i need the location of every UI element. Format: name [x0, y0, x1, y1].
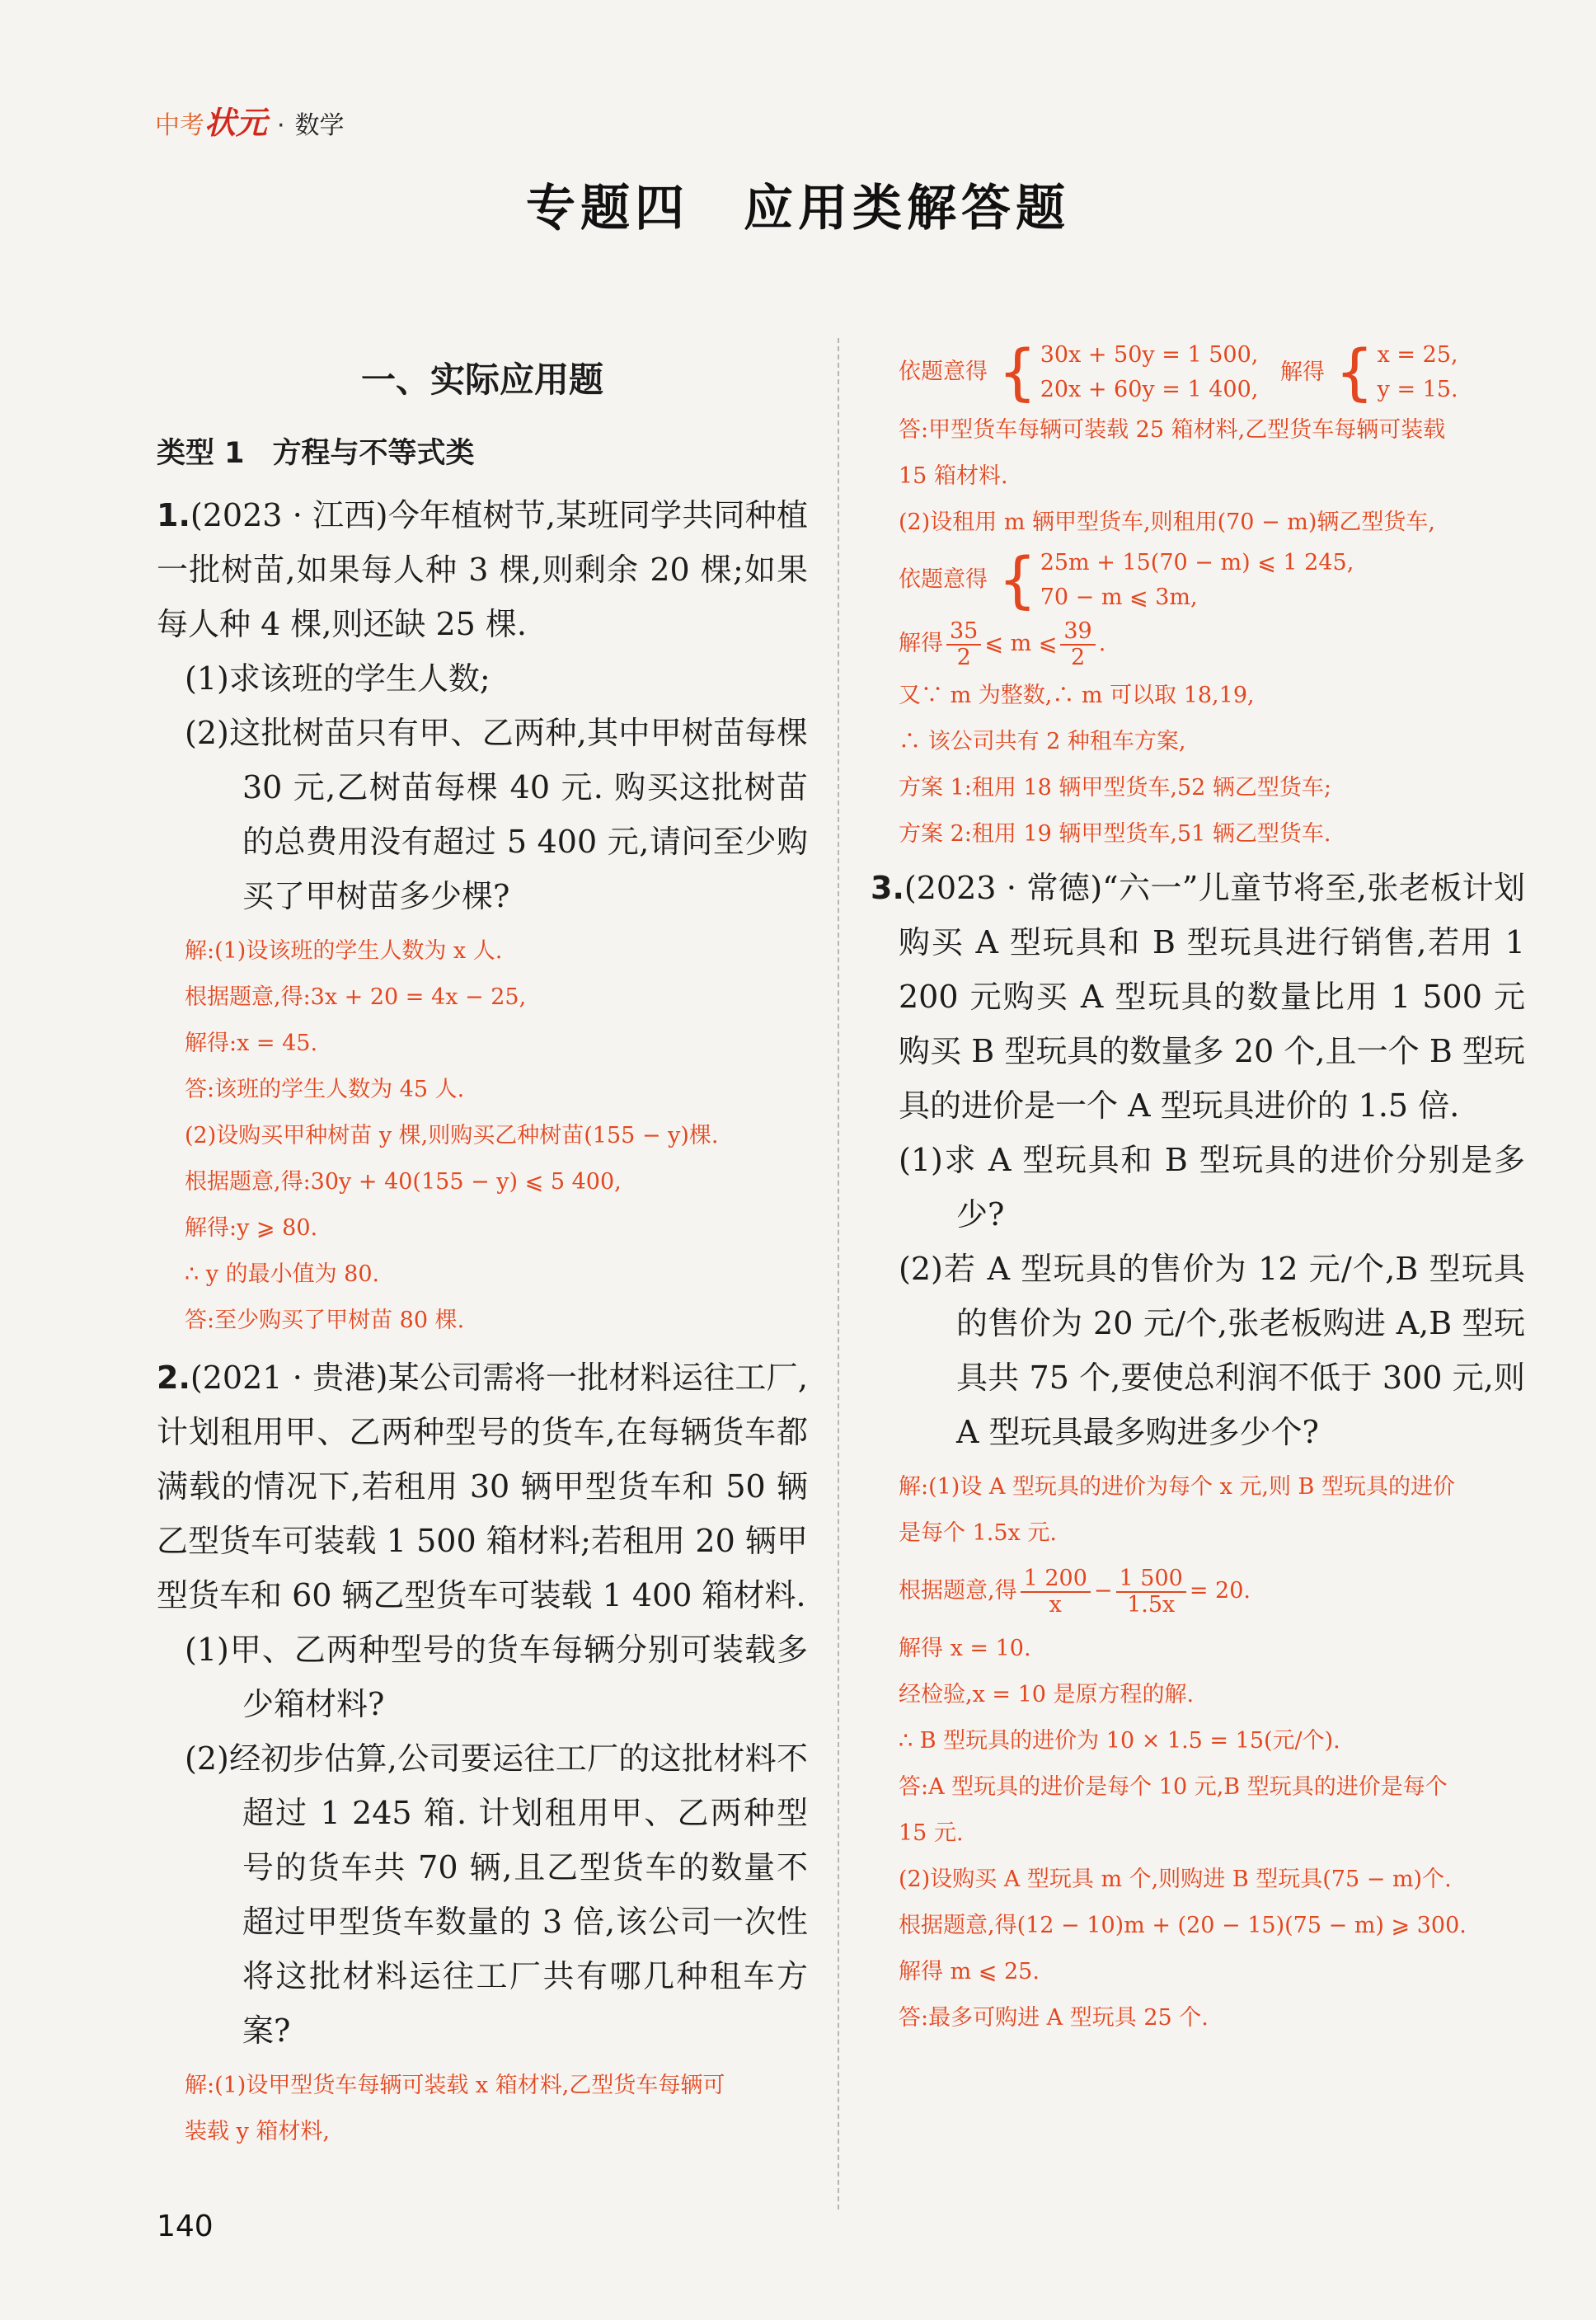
fraction-numerator: 1 200: [1021, 1566, 1091, 1593]
solution-line: 答:最多可购进 A 型玩具 25 个.: [899, 2005, 1209, 2031]
page-title: 专题四 应用类解答题: [526, 180, 1070, 237]
solution-line: 解得:x = 45.: [185, 1031, 318, 1056]
fraction-numerator: 1 500: [1116, 1566, 1186, 1593]
problem2-q2: (2)经初步估算,公司要运往工厂的这批材料不超过 1 245 箱. 计划租用甲、乙两种型号的货车共 70 辆,且乙型货车的数量不超过甲型货车数量的 3 倍,该公司一次性将这批材料运往工厂共有哪几种租车方案?: [185, 1740, 808, 2049]
solution-line: 根据题意,得:30y + 40(155 − y) ⩽ 5 400,: [185, 1169, 622, 1195]
solution-line: 又∵ m 为整数,∴ m 可以取 18,19,: [899, 683, 1255, 708]
solve-prefix: 解得: [899, 631, 943, 656]
solution-line: 根据题意,得(12 − 10)m + (20 − 15)(75 − m) ⩾ 300.: [899, 1913, 1467, 1938]
brace-icon: {: [998, 337, 1037, 408]
right-column: [871, 337, 1525, 2041]
brand-part1: 中考: [155, 111, 204, 140]
solution-line: ∴ 该公司共有 2 种租车方案,: [899, 729, 1186, 754]
eq-minus: −: [1093, 1578, 1113, 1604]
solution-line: ∴ y 的最小值为 80.: [185, 1261, 380, 1287]
section-title: 一、实际应用题: [360, 359, 603, 400]
solution-line: 15 元.: [899, 1820, 964, 1846]
sys1-block: [995, 338, 1259, 407]
sys2-prefix: 依题意得: [899, 566, 988, 593]
solution-line: 答:甲型货车每辆可装载 25 箱材料,乙型货车每辆可装载: [899, 417, 1446, 443]
solution-line: 解得 x = 10.: [899, 1636, 1031, 1661]
fraction-numerator: 39: [1060, 619, 1095, 646]
solution-line: 方案 1:租用 18 辆甲型货车,52 辆乙型货车;: [899, 775, 1331, 801]
solution-line: 解:(1)设该班的学生人数为 x 人.: [185, 938, 503, 964]
problem1-text: (2023 · 江西)今年植树节,某班同学共同种植一批树苗,如果每人种 3 棵,则剩余 20 棵;如果每人种 4 棵,则还缺 25 棵.: [157, 497, 808, 642]
sys1-prefix: 依题意得: [899, 359, 988, 385]
brace-icon: {: [1335, 337, 1374, 408]
sys1-eq1: 30x + 50y = 1 500,: [1040, 342, 1259, 368]
fraction-2: [1116, 1566, 1186, 1618]
solution-line: 答:该班的学生人数为 45 人.: [185, 1077, 465, 1102]
problem1-stem: [157, 488, 808, 651]
problem1-solution: [157, 928, 808, 1344]
type-label: 类型 1: [157, 437, 245, 470]
solution-line: 15 箱材料.: [899, 463, 1008, 489]
column-divider: [838, 338, 839, 2210]
type-title: [157, 430, 808, 472]
sys1-r2: y = 15.: [1377, 377, 1458, 402]
problem1-number: 1.: [157, 497, 190, 533]
solution-line: 解:(1)设 A 型玩具的进价为每个 x 元,则 B 型玩具的进价: [899, 1474, 1455, 1500]
fraction-denominator: x: [1049, 1591, 1062, 1618]
sys1-r1: x = 25,: [1377, 342, 1458, 368]
page-number: 140: [157, 2210, 214, 2243]
problem3-number: 3.: [871, 870, 904, 906]
fraction-denominator: 2: [956, 644, 971, 670]
problem3-text: (2023 · 常德)“六一”儿童节将至,张老板计划购买 A 型玩具和 B 型玩具进行销售,若用 1 200 元购买 A 型玩具的数量比用 1 500 元购买 B 型玩具的数量多 20 个,且一个 B 型玩具的进价是一个 A 型玩具进价的 1.5 倍.: [899, 870, 1525, 1124]
problem3-q2: (2)若 A 型玩具的售价为 12 元/个,B 型玩具的售价为 20 元/个,张老板购进 A,B 型玩具共 75 个,要使总利润不低于 300 元,则 A 型玩具最多购进多少个?: [899, 1251, 1525, 1450]
system-of-inequalities: [899, 546, 1525, 615]
solution-line: (2)设租用 m 辆甲型货车,则租用(70 − m)辆乙型货车,: [899, 510, 1435, 535]
subject-label: 数学: [294, 111, 345, 140]
sys2-eq2: 70 − m ⩽ 3m,: [1040, 585, 1198, 610]
fraction-b: [1060, 619, 1095, 670]
inequality-solution: [899, 615, 1525, 673]
solution-line: 根据题意,得:3x + 20 = 4x − 25,: [185, 984, 527, 1010]
problem1-q2: (2)这批树苗只有甲、乙两种,其中甲树苗每棵 30 元,乙树苗每棵 40 元. 购买这批树苗的总费用没有超过 5 400 元,请问至少购买了甲树苗多少棵?: [185, 715, 808, 914]
solve-mid: ⩽ m ⩽: [984, 631, 1058, 656]
solution-line: 是每个 1.5x 元.: [899, 1520, 1057, 1546]
header-dot: ·: [277, 111, 285, 140]
problem3-stem: [871, 861, 1525, 1133]
system-of-equations-1: [899, 338, 1525, 407]
problem1-q1: (1)求该班的学生人数;: [185, 660, 491, 697]
fraction-a: [946, 619, 981, 670]
sys2-block: [995, 546, 1354, 615]
solution-line: 方案 2:租用 19 辆甲型货车,51 辆乙型货车.: [899, 821, 1331, 847]
type-name: 方程与不等式类: [272, 437, 475, 470]
solution-line: (2)设购买甲种树苗 y 棵,则购买乙种树苗(155 − y)棵.: [185, 1123, 719, 1148]
problem2-q1: (1)甲、乙两种型号的货车每辆分别可装载多少箱材料?: [185, 1632, 808, 1722]
solution-line: (2)设购买 A 型玩具 m 个,则购进 B 型玩具(75 − m)个.: [899, 1867, 1452, 1892]
sys1-eq2: 20x + 60y = 1 400,: [1040, 377, 1259, 402]
brand-part2: 状元: [204, 105, 268, 141]
fraction-1: [1021, 1566, 1091, 1618]
left-column: [157, 330, 808, 2155]
solution-line: 解得 m ⩽ 25.: [899, 1959, 1040, 1984]
brace-icon: {: [998, 545, 1037, 616]
solution-line: ∴ B 型玩具的进价为 10 × 1.5 = 15(元/个).: [899, 1728, 1340, 1754]
eq-prefix: 根据题意,得: [899, 1578, 1017, 1604]
fraction-denominator: 2: [1070, 644, 1086, 670]
sys1-result: [1332, 338, 1458, 407]
eq-end: = 20.: [1189, 1578, 1251, 1604]
problem3-q1: (1)求 A 型玩具和 B 型玩具的进价分别是多少?: [899, 1142, 1525, 1233]
solution-line: 装载 y 箱材料,: [185, 2119, 331, 2144]
solution-line: 答:至少购买了甲树苗 80 棵.: [185, 1308, 465, 1333]
fraction-equation: [899, 1557, 1525, 1626]
problem2-stem: [157, 1350, 808, 1623]
problem2-text: (2021 · 贵港)某公司需将一批材料运往工厂,计划租用甲、乙两种型号的货车,在每辆货车都满载的情况下,若租用 30 辆甲型货车和 50 辆乙型货车可装载 1 500 箱材料;若租用 20 辆甲型货车和 60 辆乙型货车可装载 1 400 箱材料.: [157, 1360, 808, 1613]
solution-line: 答:A 型玩具的进价是每个 10 元,B 型玩具的进价是每个: [899, 1774, 1448, 1800]
sys2-eq1: 25m + 15(70 − m) ⩽ 1 245,: [1040, 550, 1354, 575]
fraction-denominator: 1.5x: [1127, 1591, 1176, 1618]
solution-line: 解:(1)设甲型货车每辆可装载 x 箱材料,乙型货车每辆可: [185, 2073, 725, 2098]
solution-line: 经检验,x = 10 是原方程的解.: [899, 1682, 1195, 1707]
sys1-mid: 解得: [1279, 359, 1325, 385]
solution-line: 解得:y ⩾ 80.: [185, 1215, 318, 1241]
fraction-numerator: 35: [946, 619, 981, 646]
problem2-number: 2.: [157, 1360, 190, 1396]
solve-end: .: [1098, 631, 1106, 656]
running-header: [155, 97, 345, 143]
